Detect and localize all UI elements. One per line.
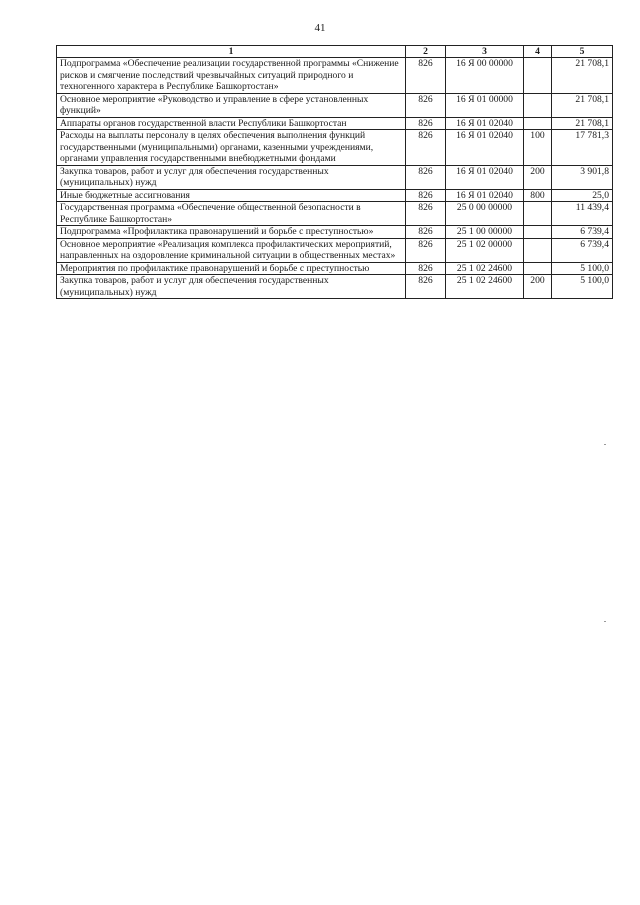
row-vr — [524, 58, 552, 94]
budget-table — [56, 45, 613, 299]
row-name: Подпрограмма «Обеспечение реализации государственной программы «Снижение рисков и смягчение последствий чрезвычайных ситуаций природного и техногенного характера в Республике Башкортостан» — [57, 58, 406, 94]
header-col-1: 1 — [57, 46, 406, 58]
row-grbs: 826 — [406, 202, 446, 226]
table-row — [57, 93, 613, 117]
row-name: Основное мероприятие «Руководство и управление в сфере установленных функций» — [57, 93, 406, 117]
row-amount: 21 708,1 — [552, 58, 613, 94]
row-vr — [524, 202, 552, 226]
table-row — [57, 58, 613, 94]
table-row — [57, 117, 613, 130]
row-amount: 21 708,1 — [552, 93, 613, 117]
row-vr: 800 — [524, 189, 552, 202]
table-row — [57, 262, 613, 275]
row-csr: 16 Я 01 02040 — [446, 189, 524, 202]
row-name: Аппараты органов государственной власти Республики Башкортостан — [57, 117, 406, 130]
row-csr: 25 0 00 00000 — [446, 202, 524, 226]
row-vr: 200 — [524, 165, 552, 189]
table-row — [57, 275, 613, 299]
row-vr — [524, 238, 552, 262]
row-vr: 100 — [524, 130, 552, 166]
row-grbs: 826 — [406, 58, 446, 94]
row-amount: 6 739,4 — [552, 238, 613, 262]
row-amount: 3 901,8 — [552, 165, 613, 189]
header-col-2: 2 — [406, 46, 446, 58]
row-amount: 5 100,0 — [552, 275, 613, 299]
row-amount: 5 100,0 — [552, 262, 613, 275]
row-grbs: 826 — [406, 117, 446, 130]
row-grbs: 826 — [406, 130, 446, 166]
scan-speck — [604, 621, 606, 622]
row-amount: 11 439,4 — [552, 202, 613, 226]
page-number: 41 — [314, 22, 326, 34]
row-csr: 16 Я 01 00000 — [446, 93, 524, 117]
row-name: Иные бюджетные ассигнования — [57, 189, 406, 202]
row-grbs: 826 — [406, 226, 446, 239]
scan-speck — [604, 444, 606, 445]
row-vr: 200 — [524, 275, 552, 299]
row-amount: 6 739,4 — [552, 226, 613, 239]
header-col-3: 3 — [446, 46, 524, 58]
row-vr — [524, 226, 552, 239]
row-grbs: 826 — [406, 189, 446, 202]
table-body — [57, 58, 613, 299]
row-csr: 16 Я 01 02040 — [446, 117, 524, 130]
row-grbs: 826 — [406, 165, 446, 189]
row-name: Закупка товаров, работ и услуг для обеспечения государственных (муниципальных) нужд — [57, 275, 406, 299]
row-amount: 25,0 — [552, 189, 613, 202]
row-vr — [524, 262, 552, 275]
row-name: Подпрограмма «Профилактика правонарушений и борьбе с преступностью» — [57, 226, 406, 239]
row-csr: 16 Я 01 02040 — [446, 130, 524, 166]
row-name: Государственная программа «Обеспечение общественной безопасности в Республике Башкортостан» — [57, 202, 406, 226]
table-row — [57, 202, 613, 226]
row-name: Мероприятия по профилактике правонарушений и борьбе с преступностью — [57, 262, 406, 275]
row-csr: 25 1 00 00000 — [446, 226, 524, 239]
row-amount: 21 708,1 — [552, 117, 613, 130]
row-grbs: 826 — [406, 262, 446, 275]
header-row — [57, 46, 613, 58]
row-grbs: 826 — [406, 93, 446, 117]
table-row — [57, 165, 613, 189]
table-row — [57, 238, 613, 262]
row-name: Расходы на выплаты персоналу в целях обеспечения выполнения функций государственными (муниципальными) органами, казенными учреждениями, органами управления государственными внебюджетными фондами — [57, 130, 406, 166]
table-row — [57, 130, 613, 166]
row-amount: 17 781,3 — [552, 130, 613, 166]
table-header — [57, 46, 613, 58]
row-csr: 16 Я 01 02040 — [446, 165, 524, 189]
header-col-5: 5 — [552, 46, 613, 58]
row-csr: 25 1 02 24600 — [446, 275, 524, 299]
table-row — [57, 189, 613, 202]
row-grbs: 826 — [406, 238, 446, 262]
row-grbs: 826 — [406, 275, 446, 299]
row-csr: 16 Я 00 00000 — [446, 58, 524, 94]
row-vr — [524, 117, 552, 130]
row-name: Основное мероприятие «Реализация комплекса профилактических мероприятий, направленных на оздоровление криминальной ситуации в общественных местах» — [57, 238, 406, 262]
row-csr: 25 1 02 24600 — [446, 262, 524, 275]
table-row — [57, 226, 613, 239]
row-csr: 25 1 02 00000 — [446, 238, 524, 262]
row-vr — [524, 93, 552, 117]
header-col-4: 4 — [524, 46, 552, 58]
row-name: Закупка товаров, работ и услуг для обеспечения государственных (муниципальных) нужд — [57, 165, 406, 189]
